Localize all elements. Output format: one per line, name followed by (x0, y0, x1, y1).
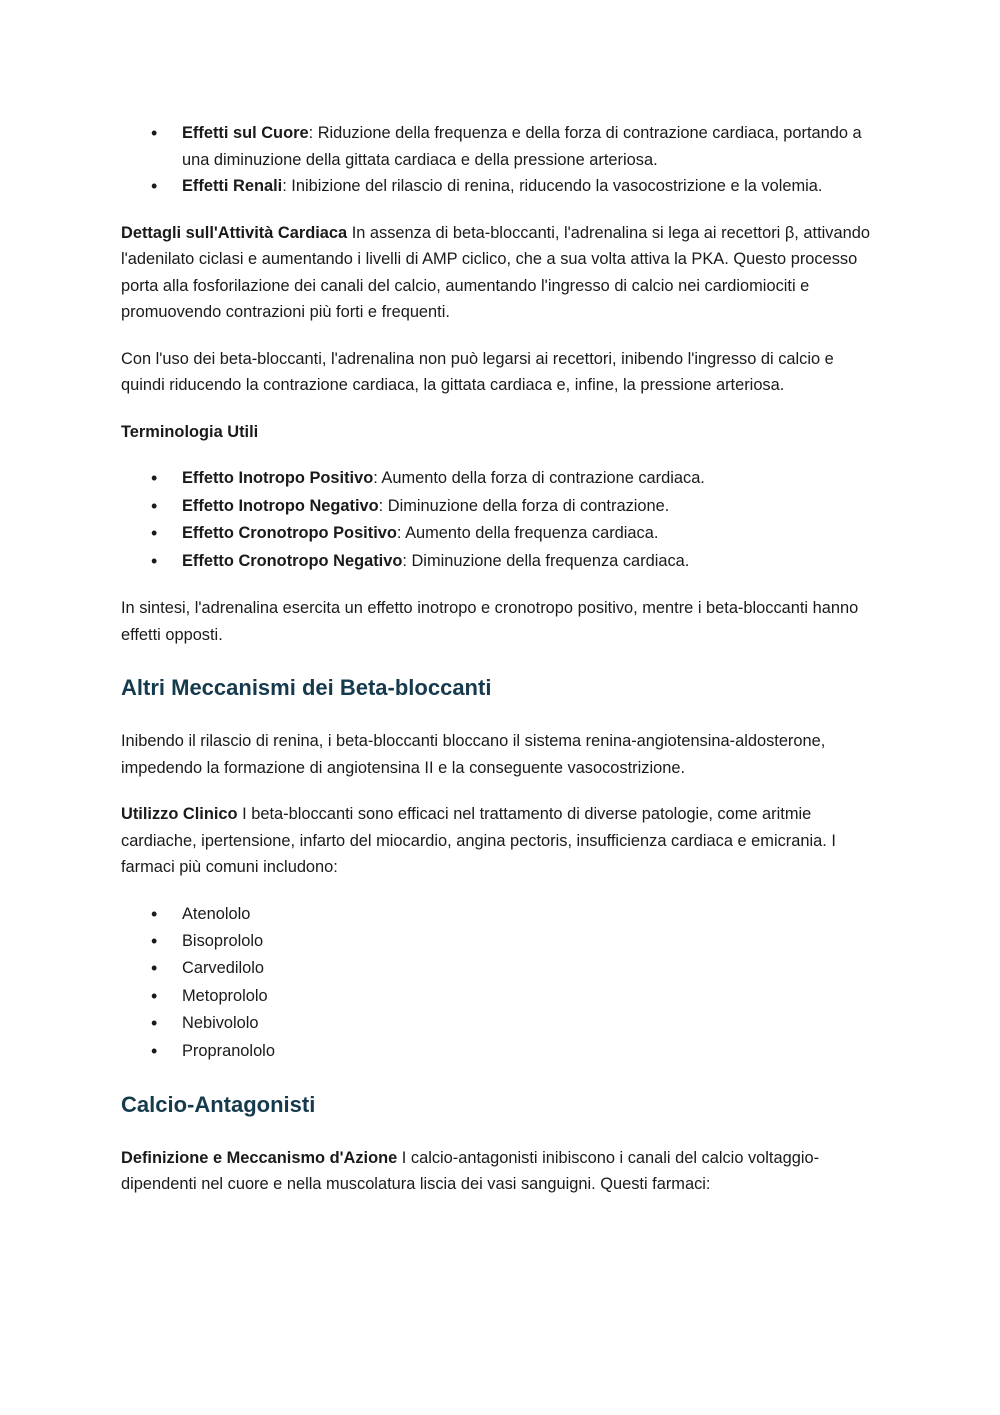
list-item-term: Effetto Cronotropo Negativo (182, 551, 403, 570)
list-item: • Nebivololo (121, 1010, 881, 1037)
list-item (121, 173, 881, 200)
list-item (121, 548, 881, 576)
list-item: • Propranololo (121, 1038, 881, 1065)
list-item: • Atenololo (121, 901, 881, 928)
cardiac-text: In assenza di beta-bloccanti, l'adrenalina si lega ai recettori β, attivando l'adenilato ciclasi e aumentando i livelli di AMP ciclico, che a sua volta attiva la PKA. Questo processo porta alla fosforilazione dei canali del calcio, aumentando l'ingresso di calcio nei cardiomiociti e promuovendo contrazioni più forti e frequenti. (121, 223, 870, 321)
list-item (121, 493, 881, 521)
list-item-term: Effetto Inotropo Positivo (182, 469, 374, 487)
clinical-text: I beta-bloccanti sono efficaci nel trattamento di diverse patologie, come aritmie cardiache, ipertensione, infarto del miocardio, angina pectoris, insufficienza cardiaca e emicrania. I farmaci più comuni includono: (121, 805, 836, 876)
section-heading-other-mechanisms: Altri Meccanismi dei Beta-bloccanti (121, 675, 492, 700)
list-item-term: Effetti Renali (182, 177, 283, 195)
cardiac-term: Dettagli sull'Attività Cardiaca (121, 223, 348, 242)
list-item-text: : Aumento della frequenza cardiaca. (396, 524, 659, 542)
list-item-text: : Diminuzione della frequenza cardiaca. (402, 551, 690, 570)
effects-list (121, 120, 881, 200)
beta-use-paragraph: Con l'uso dei beta-bloccanti, l'adrenalina non può legarsi ai recettori, inibendo l'ingresso di calcio e quindi riducendo la contrazione cardiaca, la gittata cardiaca e, infine, la pressione arteriosa. (121, 349, 834, 394)
list-item-term: Effetto Cronotropo Positivo (182, 524, 397, 542)
list-item-text: : Inibizione del rilascio di renina, riducendo la vasocostrizione e la volemia. (282, 177, 823, 195)
summary-paragraph: In sintesi, l'adrenalina esercita un effetto inotropo e cronotropo positivo, mentre i beta-bloccanti hanno effetti opposti. (121, 599, 859, 644)
terminology-list (121, 465, 881, 575)
list-item: • Carvedilolo (121, 955, 881, 982)
cardiac-paragraph (121, 220, 881, 326)
document-page (121, 120, 881, 1198)
list-item-term: Effetto Inotropo Negativo (182, 496, 379, 515)
list-item-text: : Aumento della forza di contrazione cardiaca. (373, 469, 705, 487)
list-item: • Metoprololo (121, 983, 881, 1010)
list-item (121, 520, 881, 548)
calcium-paragraph (121, 1145, 881, 1198)
calcium-text: I calcio-antagonisti inibiscono i canali del calcio voltaggio-dipendenti nel cuore e nella muscolatura liscia dei vasi sanguigni. Questi farmaci: (121, 1148, 820, 1194)
list-item-text: : Diminuzione della forza di contrazione. (378, 496, 670, 515)
list-item: • Bisoprololo (121, 928, 881, 955)
terminology-heading: Terminologia Utili (121, 422, 259, 441)
list-item (121, 120, 881, 173)
calcium-term: Definizione e Meccanismo d'Azione (121, 1148, 398, 1167)
list-item-text: : Riduzione della frequenza e della forza di contrazione cardiaca, portando a una diminuzione della gittata cardiaca e della pressione arteriosa. (182, 124, 862, 169)
clinical-term: Utilizzo Clinico (121, 805, 238, 823)
section-heading-calcium: Calcio-Antagonisti (121, 1091, 316, 1117)
drug-list (121, 901, 881, 1065)
renin-paragraph: Inibendo il rilascio di renina, i beta-bloccanti bloccano il sistema renina-angiotensina-aldosterone, impedendo la formazione di angiotensina II e la conseguente vasocostrizione. (121, 732, 826, 777)
clinical-paragraph (121, 801, 881, 881)
list-item (121, 465, 881, 493)
list-item-term: Effetti sul Cuore (182, 124, 309, 142)
